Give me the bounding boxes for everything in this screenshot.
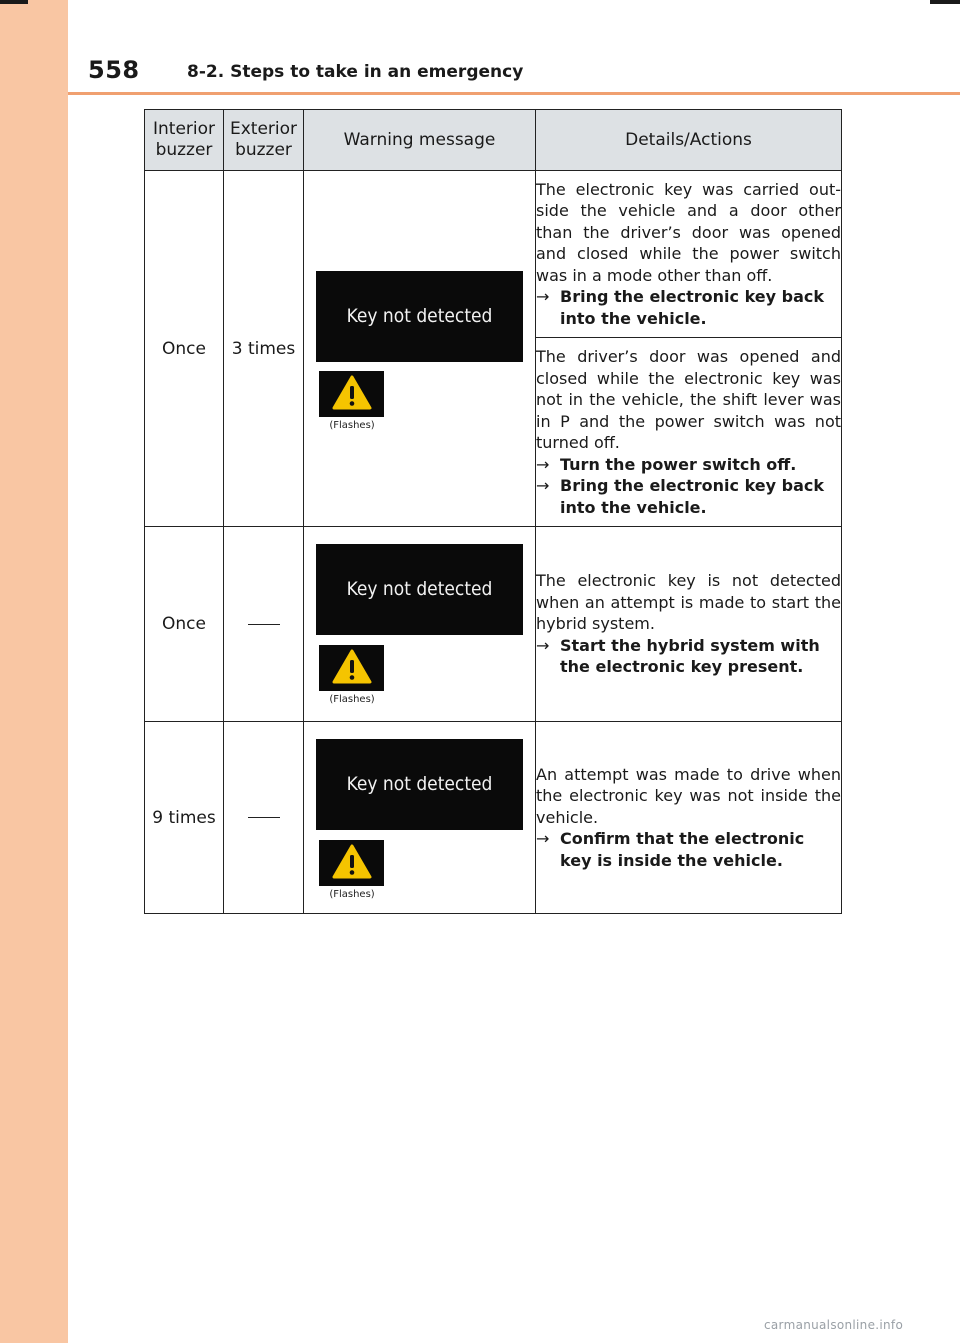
watermark: carmanualsonline.info [764,1318,904,1332]
details-cell [536,527,842,722]
dash-mark [248,817,280,818]
details-text: An attempt was made to drive when the electronic key was not inside the vehicle. [536,764,841,827]
action-item: → Turn the power switch off. [536,454,797,474]
arrow-icon: → [536,454,550,474]
flashes-label: (Flashes) [329,694,375,705]
display-screen: Key not detected [316,271,523,362]
header-interior-buzzer: Interior buzzer [145,110,224,171]
arrow-icon: → [536,476,550,495]
header-warning-message: Warning message [304,110,536,171]
details-cell [536,171,842,338]
table-row [145,527,842,722]
header-details-actions: Details/Actions [536,110,842,171]
exterior-buzzer-cell [224,527,304,722]
section-title: 8-2. Steps to take in an emergency [187,62,524,82]
dash-mark [248,624,280,625]
details-cell [536,722,842,914]
table-row [145,171,842,338]
crop-mark-right [930,0,960,4]
details-text: The driver’s door was opened and closed while the electronic key was not in the vehicle, the shift lever was in P and the power switch was not turned off. [536,347,841,452]
warning-message-cell [304,527,536,722]
flashes-label: (Flashes) [329,420,375,431]
page-number: 558 [88,56,140,84]
display-screen: Key not detected [316,739,523,830]
warning-triangle-icon [319,371,384,417]
action-item: → Confirm that the electronic key is inside the vehicle. [536,829,805,870]
side-margin-band [0,0,68,1343]
warning-table [144,109,842,914]
exterior-buzzer-cell [224,722,304,914]
details-text: The electronic key was carried out-side the vehicle and a door other than the driver’s door was opened and closed while the power switch was in a mode other than off. [536,179,841,285]
warning-message-cell [304,171,536,527]
action-item: → Bring the electronic key back into the vehicle. [536,476,825,517]
header-exterior-buzzer: Exterior buzzer [224,110,304,171]
interior-buzzer-cell: 9 times [145,722,224,914]
flashes-label: (Flashes) [329,889,375,900]
header-rule [68,92,960,95]
interior-buzzer-cell: Once [145,527,224,722]
interior-buzzer-cell: Once [145,171,224,527]
exterior-buzzer-cell: 3 times [224,171,304,527]
warning-message-cell [304,722,536,914]
warning-triangle-icon [319,840,384,886]
display-screen: Key not detected [316,544,523,635]
arrow-icon: → [536,829,550,849]
arrow-icon: → [536,287,550,307]
arrow-icon: → [536,635,550,655]
crop-mark-left [0,0,28,4]
table-header-row [145,110,842,171]
details-text: The electronic key is not detected when an attempt is made to start the hybrid system. [536,571,841,634]
warning-triangle-icon [319,645,384,691]
details-cell [536,338,842,527]
action-item: → Bring the electronic key back into the vehicle. [536,287,825,328]
action-item: → Start the hybrid system with the electronic key present. [536,635,820,677]
table-row [145,722,842,914]
